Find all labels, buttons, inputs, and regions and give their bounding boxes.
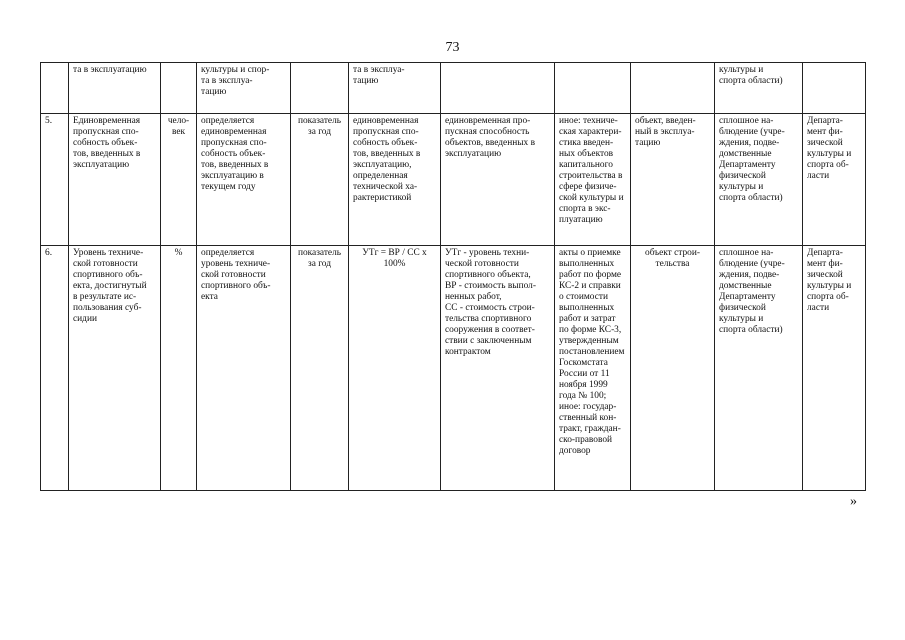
table-cell	[631, 63, 715, 114]
table-cell: та в эксплуатацию	[69, 63, 161, 114]
table-cell: иное: техниче- ская характери- стика введен- ных объектов капитального строительства в сфере физиче- ской культуры и спорта в экс- плуатацию	[555, 114, 631, 246]
table-cell: объект строи- тельства	[631, 246, 715, 491]
indicator-table	[40, 62, 866, 491]
unit-cell: %	[161, 246, 197, 491]
table-cell	[803, 63, 866, 114]
table-cell: сплошное на- блюдение (учре- ждения, подве- домственные Департаменту физической культуры и спорта области)	[715, 114, 803, 246]
indicator-name-cell: Единовременная пропускная спо- собность объек- тов, введенных в эксплуатацию	[69, 114, 161, 246]
responsible-cell: Департа- мент фи- зической культуры и спорта об- ласти	[803, 246, 866, 491]
table-cell: единовременная пропускная спо- собность объек- тов, введенных в эксплуатацию, определенная технической ха- рактеристикой	[349, 114, 441, 246]
formula-cell: УТг = ВР / СС х 100%	[349, 246, 441, 491]
table-cell: акты о приемке выполненных работ по форме КС-2 и справки о стоимости выполненных работ и затрат по форме КС-3, утвержденным постановлением Госкомстата России от 11 ноября 1999 года № 100; иное: государ- ственный кон- тракт, граждан- ско-правовой договор	[555, 246, 631, 491]
table-cell	[41, 63, 69, 114]
table-cell: сплошное на- блюдение (учре- ждения, подве- домственные Департаменту физической культуры и спорта области)	[715, 246, 803, 491]
table-cell: единовременная про- пускная способность объектов, введенных в эксплуатацию	[441, 114, 555, 246]
table-cell: УТг - уровень техни- ческой готовности спортивного объекта, ВР - стоимость выпол- ненных работ, СС - стоимость строи- тельства спортивного сооружения в соответ- ствии с заключенным контрактом	[441, 246, 555, 491]
table-cell	[441, 63, 555, 114]
table-cell	[291, 63, 349, 114]
row-number-cell: 5.	[41, 114, 69, 246]
table-cell: объект, введен- ный в эксплуа- тацию	[631, 114, 715, 246]
period-cell: показатель за год	[291, 114, 349, 246]
table-row	[41, 246, 866, 491]
table-cell	[161, 63, 197, 114]
period-cell: показатель за год	[291, 246, 349, 491]
unit-cell: чело- век	[161, 114, 197, 246]
responsible-cell: Департа- мент фи- зической культуры и спорта об- ласти	[803, 114, 866, 246]
continuation-mark: »	[850, 494, 857, 509]
table-cell: культуры и спорта области)	[715, 63, 803, 114]
table-row	[41, 63, 866, 114]
page-number: 73	[445, 40, 460, 55]
indicator-name-cell: Уровень техниче- ской готовности спортивного объ- екта, достигнутый в результате ис- пользования суб- сидии	[69, 246, 161, 491]
table-cell	[555, 63, 631, 114]
table-cell: та в эксплуа- тацию	[349, 63, 441, 114]
row-number-cell: 6.	[41, 246, 69, 491]
table-cell: определяется единовременная пропускная спо- собность объек- тов, введенных в эксплуатацию в текущем году	[197, 114, 291, 246]
table-row	[41, 114, 866, 246]
table-cell: определяется уровень техниче- ской готовности спортивного объ- екта	[197, 246, 291, 491]
table-cell: культуры и спор- та в эксплуа- тацию	[197, 63, 291, 114]
